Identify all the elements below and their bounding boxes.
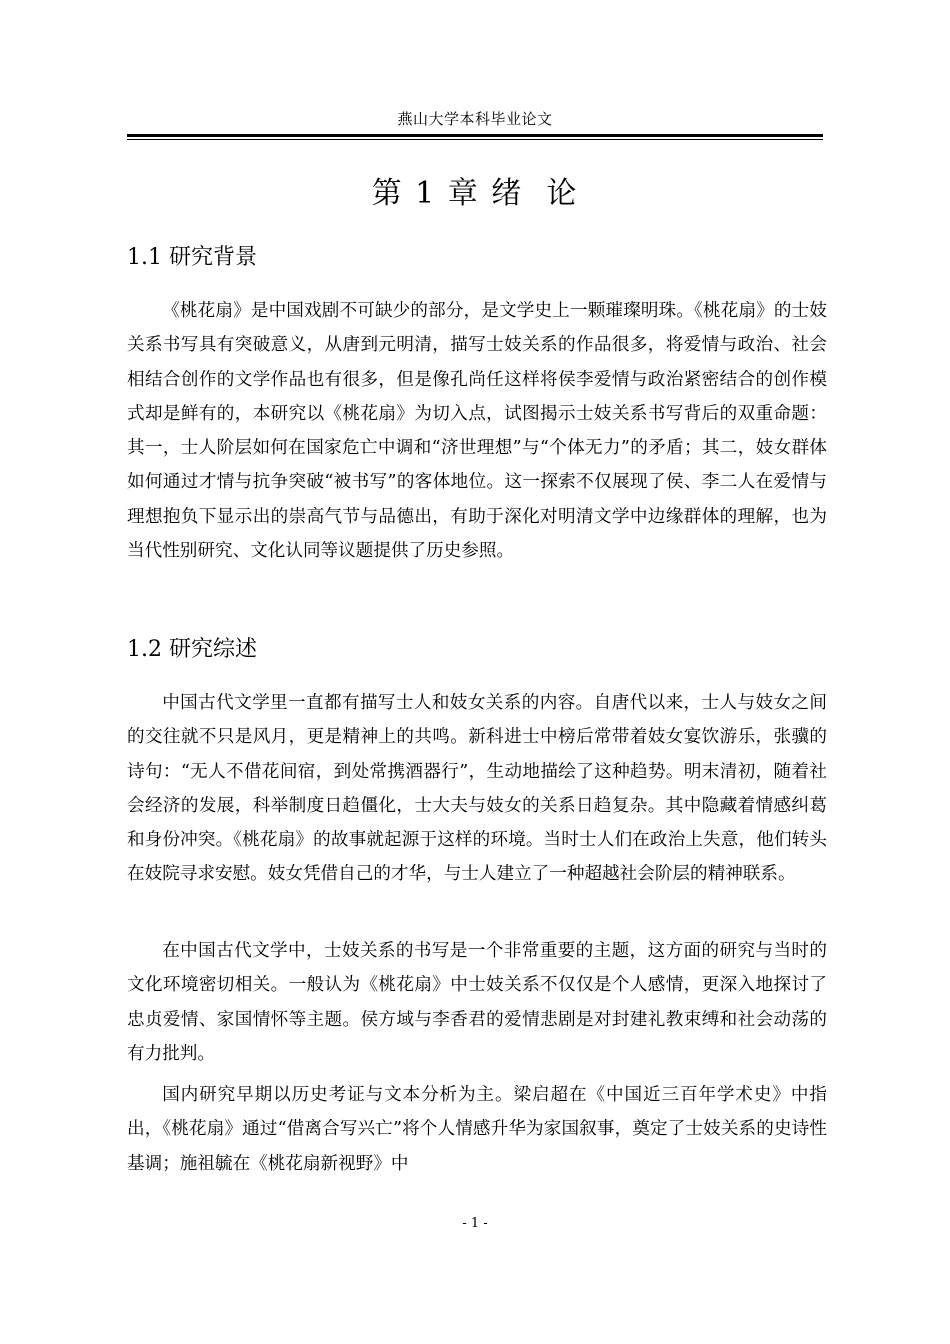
header-rule-thin [127,139,823,140]
chapter-title: 第 1 章 绪 论 [371,176,579,211]
paragraph-review-2: 在中国古代文学中，士妓关系的书写是一个非常重要的主题，这方面的研究与当时的文化环境密切相关。一般认为《桃花扇》中士妓关系不仅仅是个人感情，更深入地探讨了忠贞爱情、家国情怀等主题。侯方域与李香君的爱情悲剧是对封建礼教束缚和社会动荡的有力批判。 [127,941,827,1064]
running-header: 燕山大学本科毕业论文 [397,110,553,128]
page-number: - 1 - [462,1216,488,1231]
section-heading-1-2: 1.2 研究综述 [127,637,257,662]
section-heading-1-1: 1.1 研究背景 [127,245,257,270]
paragraph-review-3: 国内研究早期以历史考证与文本分析为主。梁启超在《中国近三百年学术史》中指出，《桃花扇》通过“借离合写兴亡”将个人情感升华为家国叙事，奠定了士妓关系的史诗性基调；施祖毓在《桃花扇新视野》中 [127,1085,827,1174]
paragraph-background: 《桃花扇》是中国戏剧不可缺少的部分，是文学史上一颗璀璨明珠。《桃花扇》的士妓关系书写具有突破意义，从唐到元明清，描写士妓关系的作品很多，将爱情与政治、社会相结合创作的文学作品也有很多，但是像孔尚任这样将侯李爱情与政治紧密结合的创作模式却是鲜有的，本研究以《桃花扇》为切入点，试图揭示士妓关系书写背后的双重命题：其一，士人阶层如何在国家危亡中调和“济世理想”与“个体无力”的矛盾；其二，妓女群体如何通过才情与抗争突破“被书写”的客体地位。这一探索不仅展现了侯、李二人在爱情与理想抱负下显示出的崇高气节与品德出，有助于深化对明清文学中边缘群体的理解，也为当代性别研究、文化认同等议题提供了历史参照。 [127,301,827,562]
header-rule-thick [127,134,823,137]
paragraph-review-1: 中国古代文学里一直都有描写士人和妓女关系的内容。自唐代以来，士人与妓女之间的交往就不只是风月，更是精神上的共鸣。新科进士中榜后常带着妓女宴饮游乐，张骥的诗句：“无人不借花间宿，到处常携酒器行”，生动地描绘了这种趋势。明末清初，随着社会经济的发展，科举制度日趋僵化，士大夫与妓女的关系日趋复杂。其中隐藏着情感纠葛和身份冲突。《桃花扇》的故事就起源于这样的环境。当时士人们在政治上失意，他们转头在妓院寻求安慰。妓女凭借自己的才华，与士人建立了一种超越社会阶层的精神联系。 [127,693,827,885]
